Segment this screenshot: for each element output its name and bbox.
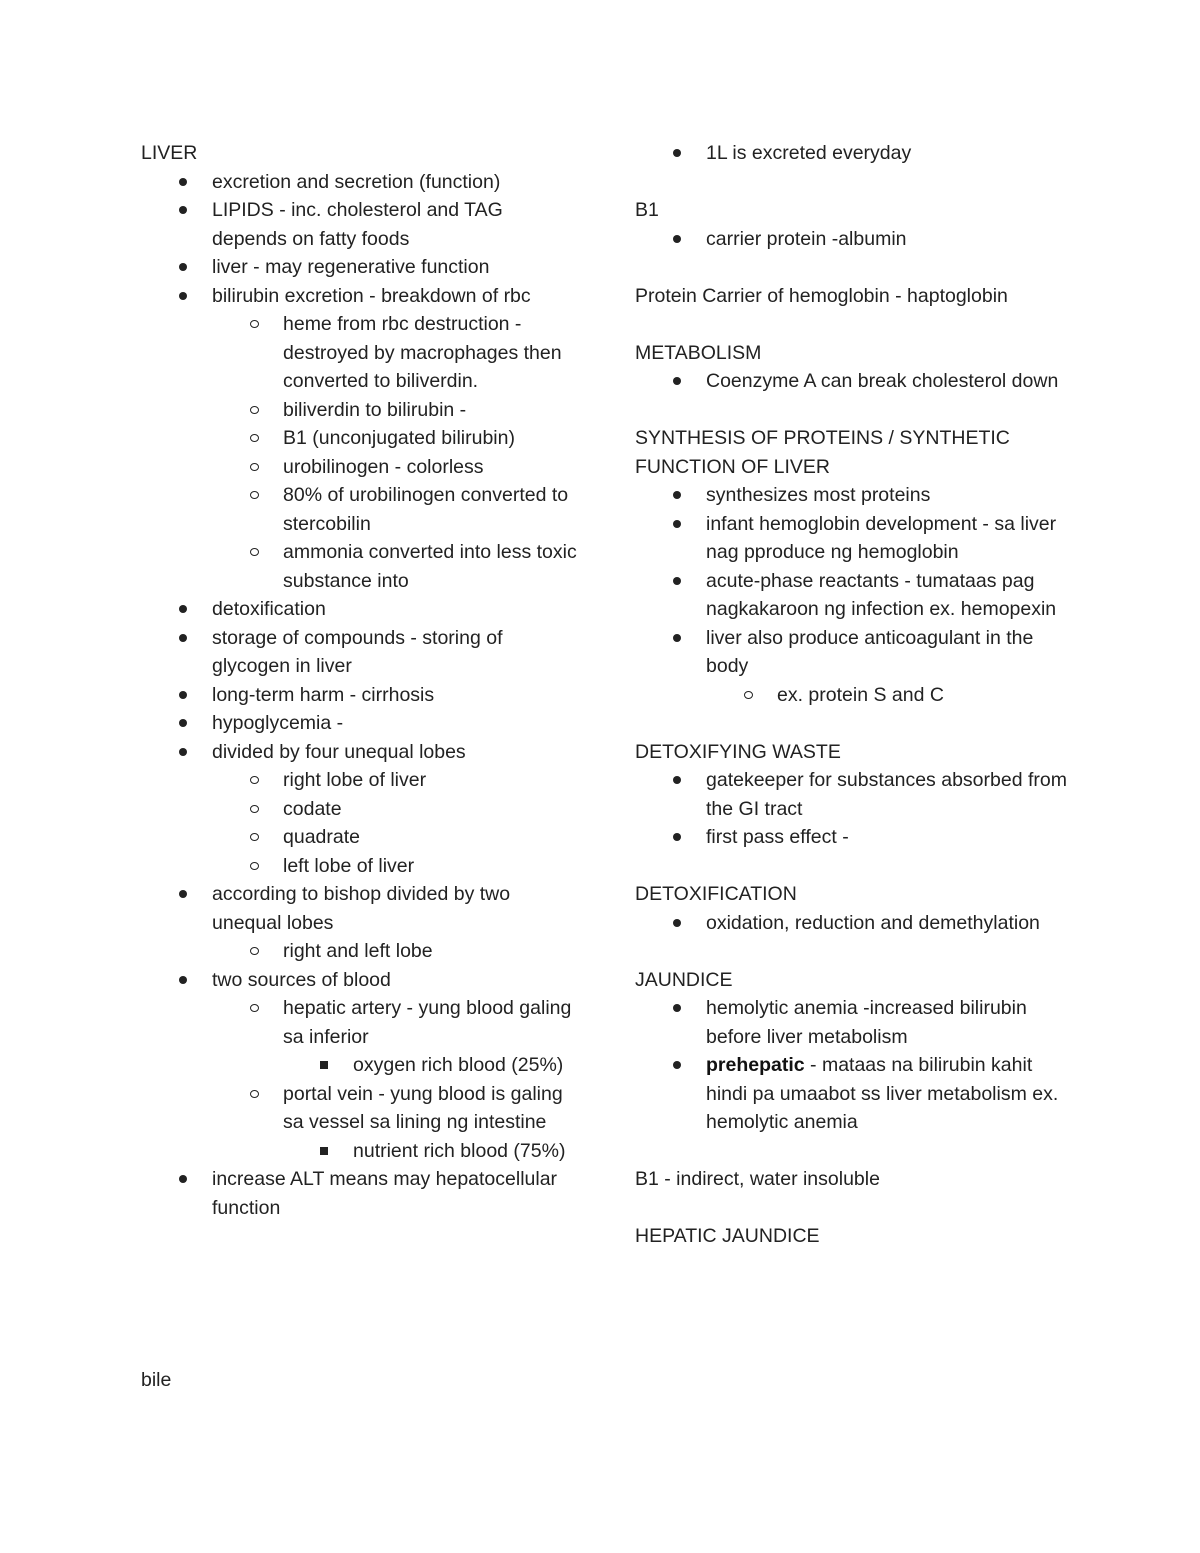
bullet-dot-icon (176, 196, 190, 225)
bullet-dot-icon (670, 823, 684, 852)
bullet-dot-icon (176, 880, 190, 909)
list-item: 1L is excreted everyday (635, 139, 1075, 168)
list-item: urobilinogen - colorless (141, 453, 581, 482)
bullet-dot-icon (176, 168, 190, 197)
bullet-circle-icon (247, 396, 261, 425)
metabolism-list (635, 367, 1075, 396)
bullet-dot-icon (670, 567, 684, 596)
list-item: ammonia converted into less toxic substance into (141, 538, 581, 595)
list-item: first pass effect - (635, 823, 1075, 852)
list-item: biliverdin to bilirubin - (141, 396, 581, 425)
bullet-circle-icon (247, 538, 261, 567)
bullet-dot-icon (176, 1165, 190, 1194)
metabolism-heading: METABOLISM (635, 341, 762, 364)
list-item: bilirubin excretion - breakdown of rbc (141, 282, 581, 311)
list-item: codate (141, 795, 581, 824)
list-item: right lobe of liver (141, 766, 581, 795)
bile-text: bile (141, 1369, 172, 1391)
bullet-dot-icon (670, 367, 684, 396)
list-item: gatekeeper for substances absorbed from the GI tract (635, 766, 1075, 823)
bullet-circle-icon (247, 481, 261, 510)
bullet-square-icon (317, 1051, 331, 1080)
detoxification-heading: DETOXIFICATION (635, 883, 797, 905)
b1-indirect-text: B1 - indirect, water insoluble (635, 1168, 880, 1190)
list-item: B1 (unconjugated bilirubin) (141, 424, 581, 453)
list-item: Coenzyme A can break cholesterol down (635, 367, 1075, 396)
right-column (635, 139, 1075, 1251)
bullet-dot-icon (176, 624, 190, 653)
list-item: liver - may regenerative function (141, 253, 581, 282)
bullet-dot-icon (670, 139, 684, 168)
list-item: quadrate (141, 823, 581, 852)
bullet-circle-icon (247, 852, 261, 881)
detoxification-list (635, 909, 1075, 938)
list-item: acute-phase reactants - tumataas pag nagkakaroon ng infection ex. hemopexin (635, 567, 1075, 624)
list-item: long-term harm - cirrhosis (141, 681, 581, 710)
list-item: nutrient rich blood (75%) (141, 1137, 581, 1166)
bullet-dot-icon (176, 681, 190, 710)
bullet-dot-icon (670, 766, 684, 795)
bullet-dot-icon (670, 481, 684, 510)
liver-list (141, 168, 581, 1223)
list-item: synthesizes most proteins (635, 481, 1075, 510)
bullet-dot-icon (176, 595, 190, 624)
bullet-dot-icon (670, 1051, 684, 1080)
synthesis-heading: SYNTHESIS OF PROTEINS / SYNTHETIC FUNCTION OF LIVER (635, 427, 1010, 478)
bullet-square-icon (317, 1137, 331, 1166)
list-item: portal vein - yung blood is galing sa vessel sa lining ng intestine (141, 1080, 581, 1137)
excretion-list (635, 139, 1075, 168)
bullet-circle-icon (247, 766, 261, 795)
list-item: excretion and secretion (function) (141, 168, 581, 197)
bullet-dot-icon (670, 510, 684, 539)
list-item: detoxification (141, 595, 581, 624)
list-item: infant hemoglobin development - sa liver nag pproduce ng hemoglobin (635, 510, 1075, 567)
b1-list (635, 225, 1075, 254)
liver-heading: LIVER (141, 142, 198, 164)
bullet-circle-icon (247, 823, 261, 852)
bullet-circle-icon (247, 310, 261, 339)
protein-carrier-text: Protein Carrier of hemoglobin - haptoglobin (635, 284, 1008, 307)
list-item: oxygen rich blood (25%) (141, 1051, 581, 1080)
left-column (141, 139, 581, 1222)
bullet-circle-icon (247, 453, 261, 482)
synthesis-list (635, 481, 1075, 709)
bullet-dot-icon (670, 909, 684, 938)
hepatic-jaundice-heading: HEPATIC JAUNDICE (635, 1225, 820, 1247)
bullet-dot-icon (670, 225, 684, 254)
list-item: 80% of urobilinogen converted to stercobilin (141, 481, 581, 538)
bullet-circle-icon (741, 681, 755, 710)
list-item: hepatic artery - yung blood galing sa inferior (141, 994, 581, 1051)
list-item: two sources of blood (141, 966, 581, 995)
bullet-circle-icon (247, 1080, 261, 1109)
bullet-dot-icon (670, 624, 684, 653)
bullet-dot-icon (176, 282, 190, 311)
detox-waste-list (635, 766, 1075, 852)
jaundice-heading: JAUNDICE (635, 968, 733, 991)
list-item: according to bishop divided by two unequal lobes (141, 880, 581, 937)
bullet-dot-icon (670, 994, 684, 1023)
bullet-dot-icon (176, 253, 190, 282)
b1-heading: B1 (635, 199, 659, 221)
list-item: increase ALT means may hepatocellular function (141, 1165, 581, 1222)
list-item: hypoglycemia - (141, 709, 581, 738)
detox-waste-heading: DETOXIFYING WASTE (635, 740, 841, 763)
prehepatic-term: prehepatic (706, 1054, 805, 1076)
list-item: LIPIDS - inc. cholesterol and TAG depends on fatty foods (141, 196, 581, 253)
bullet-circle-icon (247, 994, 261, 1023)
list-item: carrier protein -albumin (635, 225, 1075, 254)
list-item: heme from rbc destruction - destroyed by macrophages then converted to biliverdin. (141, 310, 581, 396)
list-item: hemolytic anemia -increased bilirubin before liver metabolism (635, 994, 1075, 1051)
jaundice-list (635, 994, 1075, 1137)
list-item: ex. protein S and C (635, 681, 1075, 710)
list-item: prehepatic - mataas na bilirubin kahit hindi pa umaabot ss liver metabolism ex. hemolytic anemia (635, 1051, 1075, 1137)
bullet-circle-icon (247, 937, 261, 966)
bullet-dot-icon (176, 966, 190, 995)
bullet-circle-icon (247, 795, 261, 824)
list-item: divided by four unequal lobes (141, 738, 581, 767)
bullet-dot-icon (176, 738, 190, 767)
list-item: left lobe of liver (141, 852, 581, 881)
list-item: liver also produce anticoagulant in the body (635, 624, 1075, 681)
list-item: oxidation, reduction and demethylation (635, 909, 1075, 938)
bullet-dot-icon (176, 709, 190, 738)
bullet-circle-icon (247, 424, 261, 453)
list-item: right and left lobe (141, 937, 581, 966)
list-item: storage of compounds - storing of glycogen in liver (141, 624, 581, 681)
